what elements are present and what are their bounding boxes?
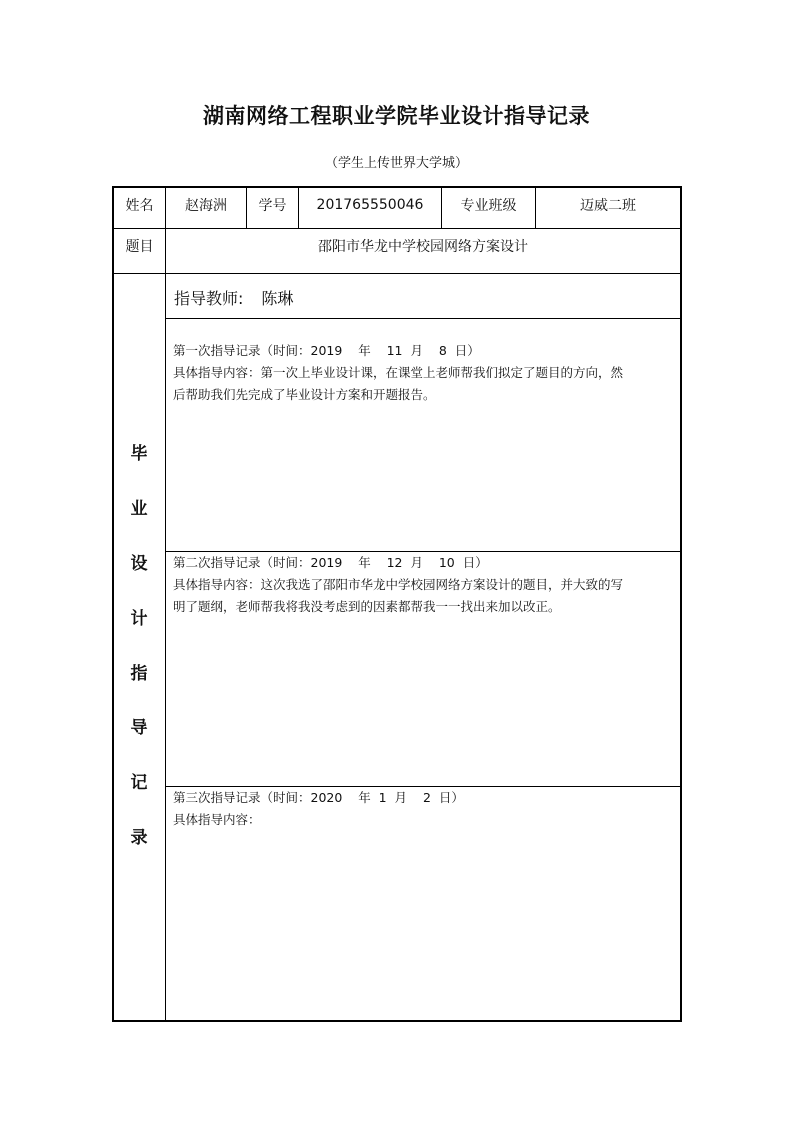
name-value: 赵海洲	[185, 198, 227, 214]
document-title: 湖南网络工程职业学院毕业设计指导记录	[203, 104, 590, 128]
topic-value: 邵阳市华龙中学校园网络方案设计	[318, 239, 528, 255]
record-heading: 第三次指导记录（时间：2020 年 1 月 2 日）	[173, 790, 464, 805]
student-id-label: 学号	[258, 198, 287, 214]
side-label-char: 毕	[130, 444, 148, 464]
record-third	[173, 787, 678, 831]
topic-label: 题目	[125, 239, 154, 255]
side-label-char: 设	[130, 554, 148, 574]
advisor-line	[174, 286, 293, 309]
side-label-char: 录	[130, 828, 148, 848]
record-content-line: 后帮助我们先完成了毕业设计方案和开题报告。	[173, 387, 436, 402]
advisor-label: 指导教师:	[174, 289, 244, 308]
class-value: 迈威二班	[580, 198, 636, 214]
record-second	[173, 552, 678, 618]
record-content-line: 具体指导内容：	[173, 812, 261, 827]
side-label-char: 指	[130, 664, 148, 684]
column-divider	[165, 187, 166, 1021]
side-label-char: 业	[130, 499, 148, 519]
class-label: 专业班级	[460, 198, 517, 214]
advisor-name: 陈琳	[261, 289, 294, 308]
record-heading: 第二次指导记录（时间：2019 年 12 月 10 日）	[173, 555, 488, 570]
record-content-line: 具体指导内容：第一次上毕业设计课，在课堂上老师帮我们拟定了题目的方向，然	[173, 365, 624, 380]
record-heading: 第一次指导记录（时间：2019 年 11 月 8 日）	[173, 343, 480, 358]
record-first	[173, 340, 678, 406]
side-label-char: 计	[130, 609, 148, 629]
row-divider	[165, 318, 681, 319]
row-divider	[113, 273, 681, 274]
side-label-char: 导	[130, 718, 148, 738]
name-label: 姓名	[125, 198, 154, 214]
record-content-line: 明了题纲，老师帮我将我没考虑到的因素都帮我一一找出来加以改正。	[173, 599, 561, 614]
side-label-char: 记	[130, 773, 148, 793]
record-content-line: 具体指导内容：这次我选了邵阳市华龙中学校园网络方案设计的题目，并大致的写	[173, 577, 624, 592]
document-subtitle: （学生上传世界大学城）	[324, 156, 468, 171]
student-id-value: 201765550046	[316, 197, 424, 213]
